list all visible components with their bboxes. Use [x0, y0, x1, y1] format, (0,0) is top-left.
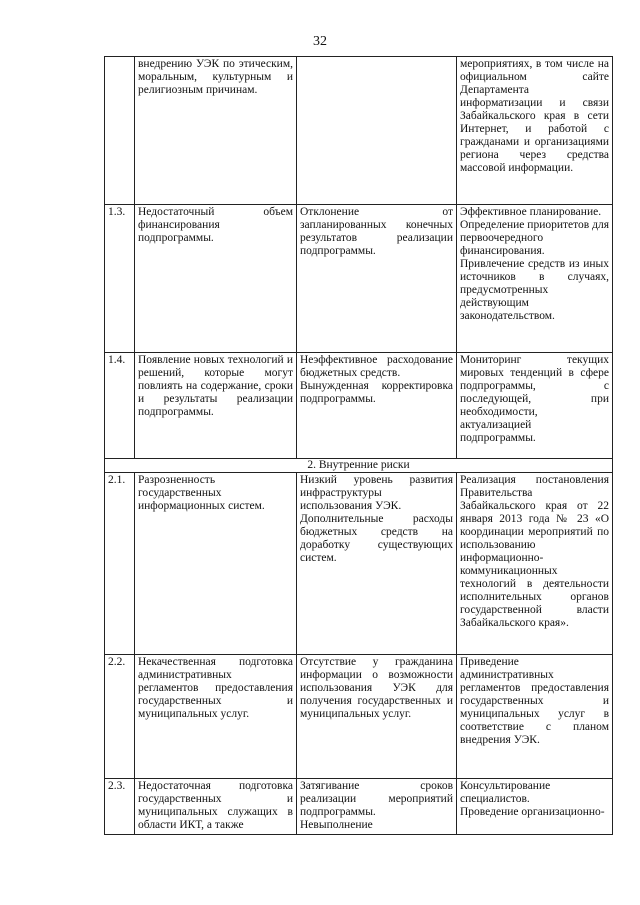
- consequence-cell: [297, 57, 457, 205]
- consequence-text: Отсутствие у гражданина информации о возможности использования УЭК для получения государственных и муниципальных услуг.: [300, 656, 453, 720]
- consequence-cell: [297, 655, 457, 779]
- measures-cell: [457, 473, 613, 655]
- measure-text: Эффективное планирование.: [460, 206, 602, 218]
- measure-text: Определение приоритетов для первоочередного финансирования.: [460, 219, 609, 257]
- measure-text: мероприятиях, в том числе на официальном сайте Департамента информатизации и связи Забайкальского края в сети Интернет, и работой с гражданами и организациями региона через средства массовой информации.: [460, 58, 609, 174]
- consequence-text: Невыполнение: [300, 819, 373, 831]
- measures-cell: [457, 205, 613, 353]
- section-heading: 2. Внутренние риски: [105, 459, 613, 473]
- consequence-text: Вынужденная корректировка подпрограммы.: [300, 380, 453, 405]
- consequence-cell: [297, 473, 457, 655]
- consequence-cell: [297, 353, 457, 459]
- table-row: [105, 655, 613, 779]
- measure-text: Реализация постановления Правительства Забайкальского края от 22 января 2013 года № 23 «О координации мероприятий по использованию информационно-коммуникационных технологий в деятельности исполнительных органов государственной власти Забайкальского края».: [460, 474, 609, 629]
- row-number: 1.3.: [105, 205, 135, 353]
- table-row: [105, 473, 613, 655]
- row-number: [105, 57, 135, 205]
- table-row: [105, 205, 613, 353]
- table-row: [105, 779, 613, 835]
- measure-text: Приведение административных регламентов предоставления государственных и муниципальных услуг в соответствие с планом внедрения УЭК.: [460, 656, 609, 746]
- row-number: 2.1.: [105, 473, 135, 655]
- measure-text: Проведение организационно-: [460, 806, 605, 818]
- consequence-cell: [297, 205, 457, 353]
- risk-cell: внедрению УЭК по этическим, моральным, культурным и религиозным причинам.: [135, 57, 297, 205]
- measures-cell: [457, 57, 613, 205]
- row-number: 2.3.: [105, 779, 135, 835]
- measure-text: Привлечение средств из иных источников в случаях, предусмотренных действующим законодательством.: [460, 258, 609, 322]
- measures-cell: [457, 655, 613, 779]
- section-heading-row: [105, 459, 613, 473]
- risk-cell: Недостаточный объем финансирования подпрограммы.: [135, 205, 297, 353]
- consequence-text: Неэффективное расходование бюджетных средств.: [300, 354, 453, 379]
- consequence-text: Дополнительные расходы бюджетных средств на доработку существующих систем.: [300, 513, 453, 564]
- page-number: 32: [313, 34, 327, 49]
- risk-cell: Недостаточная подготовка государственных и муниципальных служащих в области ИКТ, а также: [135, 779, 297, 835]
- measures-cell: [457, 353, 613, 459]
- table-row: [105, 57, 613, 205]
- risk-table: [104, 56, 613, 835]
- consequence-text: Затягивание сроков реализации мероприятий подпрограммы.: [300, 780, 453, 818]
- measure-text: Консультирование специалистов.: [460, 780, 551, 805]
- consequence-cell: [297, 779, 457, 835]
- risk-cell: Появление новых технологий и решений, которые могут повлиять на содержание, сроки и результаты реализации подпрограммы.: [135, 353, 297, 459]
- consequence-text: Отклонение от запланированных конечных результатов реализации подпрограммы.: [300, 206, 453, 257]
- measure-text: Мониторинг текущих мировых тенденций в сфере подпрограммы, с последующей, при необходимости, актуализацией подпрограммы.: [460, 354, 609, 444]
- row-number: 2.2.: [105, 655, 135, 779]
- risk-cell: Разрозненность государственных информационных систем.: [135, 473, 297, 655]
- risk-cell: Некачественная подготовка административных регламентов предоставления государственных и муниципальных услуг.: [135, 655, 297, 779]
- consequence-text: Низкий уровень развития инфраструктуры использования УЭК.: [300, 474, 453, 512]
- table-row: [105, 353, 613, 459]
- row-number: 1.4.: [105, 353, 135, 459]
- measures-cell: [457, 779, 613, 835]
